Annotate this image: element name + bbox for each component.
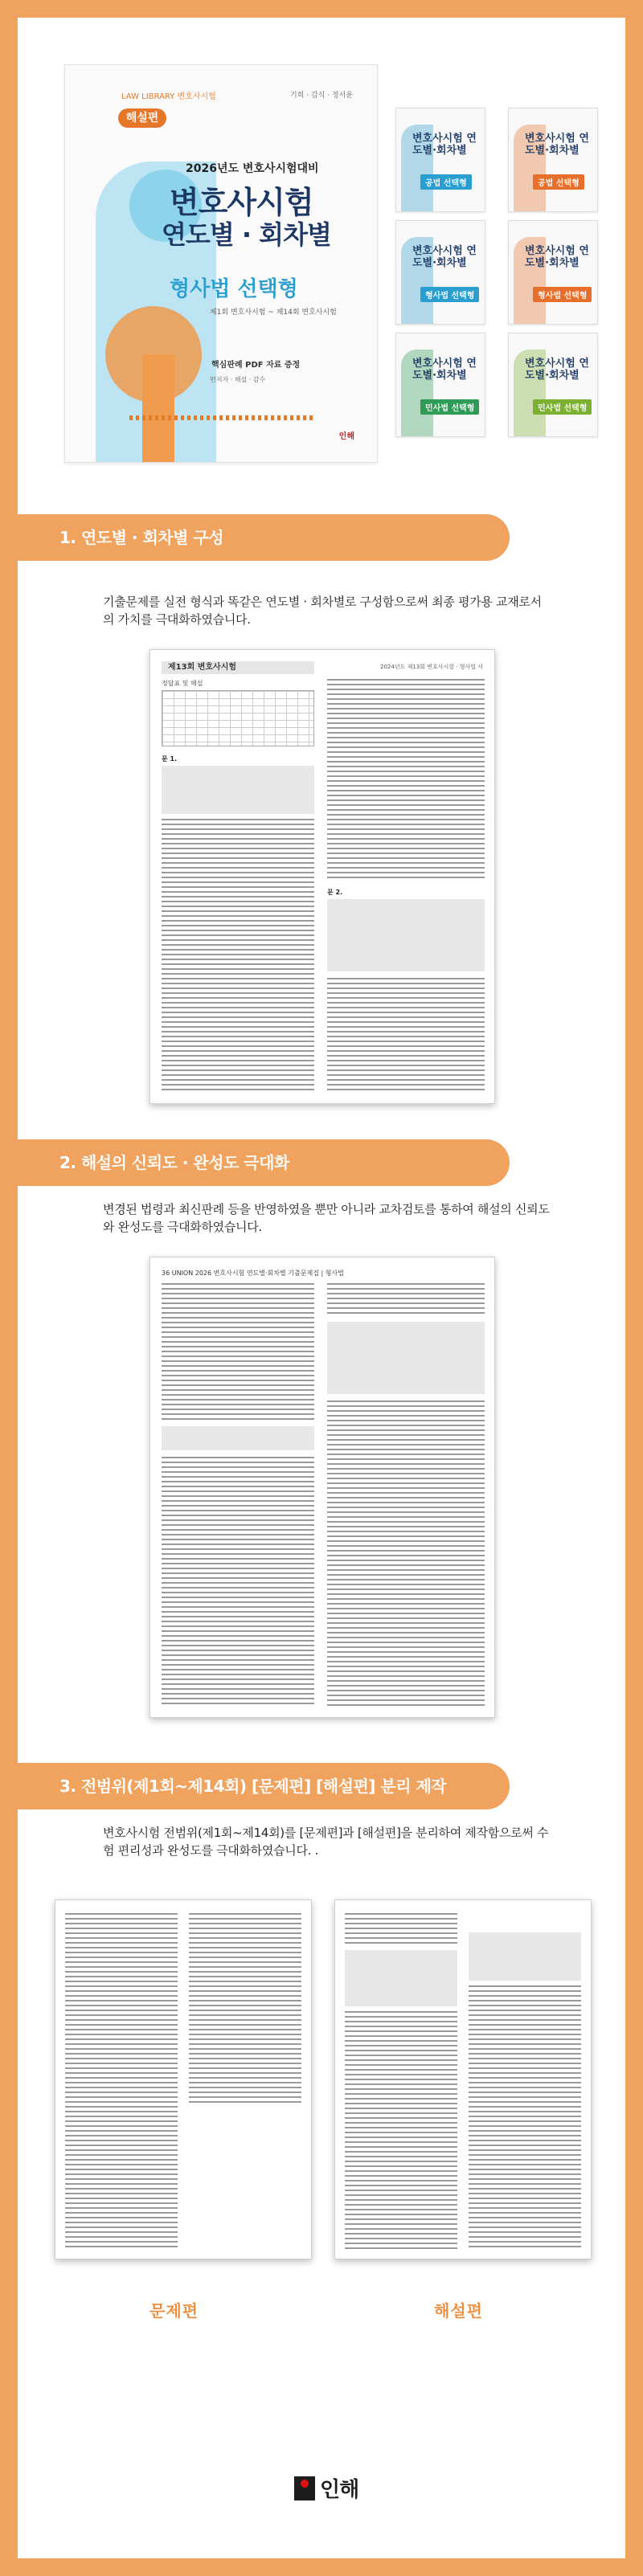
section-3-desc: 변호사시험 전범위(제1회~제14회)를 [문제편]과 [해설편]을 분리하여 제작함으로써 수험 편리성과 완성도를 극대화하였습니다. . bbox=[103, 1826, 549, 1858]
text-column-left-2 bbox=[162, 1457, 314, 1706]
series-thumbnail bbox=[395, 333, 485, 437]
text-column-left bbox=[162, 819, 314, 1092]
cover-pdf-note: 핵심판례 PDF 자료 증정 bbox=[211, 361, 301, 370]
thumbnail-title: 변호사시험 연도별·회차별 bbox=[525, 245, 589, 269]
cover-subject: 형사법 선택형 bbox=[170, 277, 298, 301]
highlight-box bbox=[162, 766, 314, 814]
cover-category: LAW LIBRARY 변호사시험 bbox=[121, 92, 216, 101]
series-thumbnails bbox=[395, 108, 604, 445]
cover-publisher-info: 편저자 · 해설 · 감수 bbox=[210, 376, 266, 383]
cover-title-line2: 연도별 · 회차별 bbox=[162, 219, 331, 250]
thumbnail-title: 변호사시험 연도별·회차별 bbox=[525, 358, 589, 382]
thumbnail-title: 변호사시험 연도별·회차별 bbox=[412, 133, 477, 157]
text-column-left bbox=[345, 1913, 457, 1945]
text-column-right-2 bbox=[327, 978, 485, 1090]
section-2-title: 2. 해설의 신뢰도 · 완성도 극대화 bbox=[59, 1153, 289, 1172]
section-1-desc: 기출문제를 실전 형식과 똑같은 연도별 · 회차별로 구성함으로써 최종 평가용 교재로서 의 가치를 극대화하였습니다. bbox=[103, 595, 542, 627]
sample1-q1: 문 1. bbox=[162, 755, 178, 763]
thumbnail-title: 변호사시험 연도별·회차별 bbox=[412, 358, 477, 382]
sample1-header-right: 2024년도 제13회 변호사시험 · 형사법 서 bbox=[380, 664, 483, 670]
highlight-box bbox=[162, 1426, 314, 1450]
section-3-bar bbox=[18, 1763, 510, 1809]
sample1-answer-label: 정답표 및 해설 bbox=[162, 680, 203, 687]
text-column-right-2 bbox=[327, 1400, 485, 1706]
cover-subtitle: 2026년도 변호사시험대비 bbox=[186, 162, 319, 175]
cover-note: 제1회 변호사시험 ~ 제14회 변호사시험 bbox=[210, 309, 337, 317]
answer-label: 해설편 bbox=[434, 2301, 483, 2320]
problem-label: 문제편 bbox=[149, 2301, 199, 2320]
thumbnail-label: 형사법 선택형 bbox=[420, 287, 479, 302]
main-book-cover bbox=[64, 64, 378, 463]
text-column-right bbox=[189, 1913, 301, 2106]
thumbnail-label: 공법 선택형 bbox=[533, 174, 584, 190]
text-column-right bbox=[327, 679, 485, 880]
cover-tag: 해설편 bbox=[118, 108, 166, 128]
section-3-title: 3. 전범위(제1회~제14회) [문제편] [해설편] 분리 제작 bbox=[59, 1777, 447, 1796]
text-column-left-2 bbox=[345, 2011, 457, 2249]
section-2-desc: 변경된 법령과 최신판례 등을 반영하였을 뿐만 아니라 교차검토를 통하여 해설의 신뢰도와 완성도를 극대화하였습니다. bbox=[103, 1202, 550, 1234]
series-thumbnail bbox=[508, 108, 598, 212]
answer-sample-page bbox=[334, 1899, 592, 2259]
highlight-box bbox=[469, 1932, 581, 1981]
series-thumbnail bbox=[508, 220, 598, 325]
text-column-right bbox=[327, 1283, 485, 1315]
highlight-box bbox=[327, 899, 485, 971]
series-thumbnail bbox=[508, 333, 598, 437]
answer-grid bbox=[162, 690, 314, 746]
text-column-left bbox=[65, 1913, 178, 2251]
publisher-logo bbox=[294, 2473, 358, 2503]
section-1-bar bbox=[18, 514, 510, 561]
logo-mark-icon bbox=[294, 2476, 315, 2500]
problem-sample-page bbox=[55, 1899, 312, 2259]
cover-authors: 기희 · 갑식 · 정서윤 bbox=[289, 92, 353, 100]
highlight-box bbox=[327, 1322, 485, 1394]
cover-decoration bbox=[142, 354, 174, 463]
series-thumbnail bbox=[395, 220, 485, 325]
logo-text: 인해 bbox=[320, 2478, 359, 2502]
cover-stripe bbox=[129, 415, 314, 420]
section-2-bar bbox=[18, 1139, 510, 1186]
series-thumbnail bbox=[395, 108, 485, 212]
text-column-right bbox=[469, 1985, 581, 2249]
thumbnail-label: 형사법 선택형 bbox=[533, 287, 592, 302]
cover-title-line1: 변호사시험 bbox=[170, 185, 313, 220]
sample2-header: 36 UNION 2026 변호사시험 연도별·회차별 기출문제집 | 형사법 bbox=[162, 1270, 344, 1277]
sample-page-2 bbox=[149, 1257, 495, 1718]
thumbnail-title: 변호사시험 연도별·회차별 bbox=[525, 133, 589, 157]
thumbnail-label: 공법 선택형 bbox=[420, 174, 472, 190]
sample1-header-left: 제13회 변호사시험 bbox=[162, 661, 314, 674]
highlight-box bbox=[345, 1950, 457, 2006]
thumbnail-label: 민사법 선택형 bbox=[533, 399, 592, 415]
cover-logo: 인해 bbox=[338, 432, 354, 441]
text-column-left bbox=[162, 1283, 314, 1420]
sample1-q2: 문 2. bbox=[327, 889, 343, 896]
hero-section bbox=[18, 18, 625, 490]
sample-page-1 bbox=[149, 649, 495, 1104]
section-1-title: 1. 연도별 · 회차별 구성 bbox=[59, 528, 224, 547]
thumbnail-label: 민사법 선택형 bbox=[420, 399, 479, 415]
thumbnail-title: 변호사시험 연도별·회차별 bbox=[412, 245, 477, 269]
